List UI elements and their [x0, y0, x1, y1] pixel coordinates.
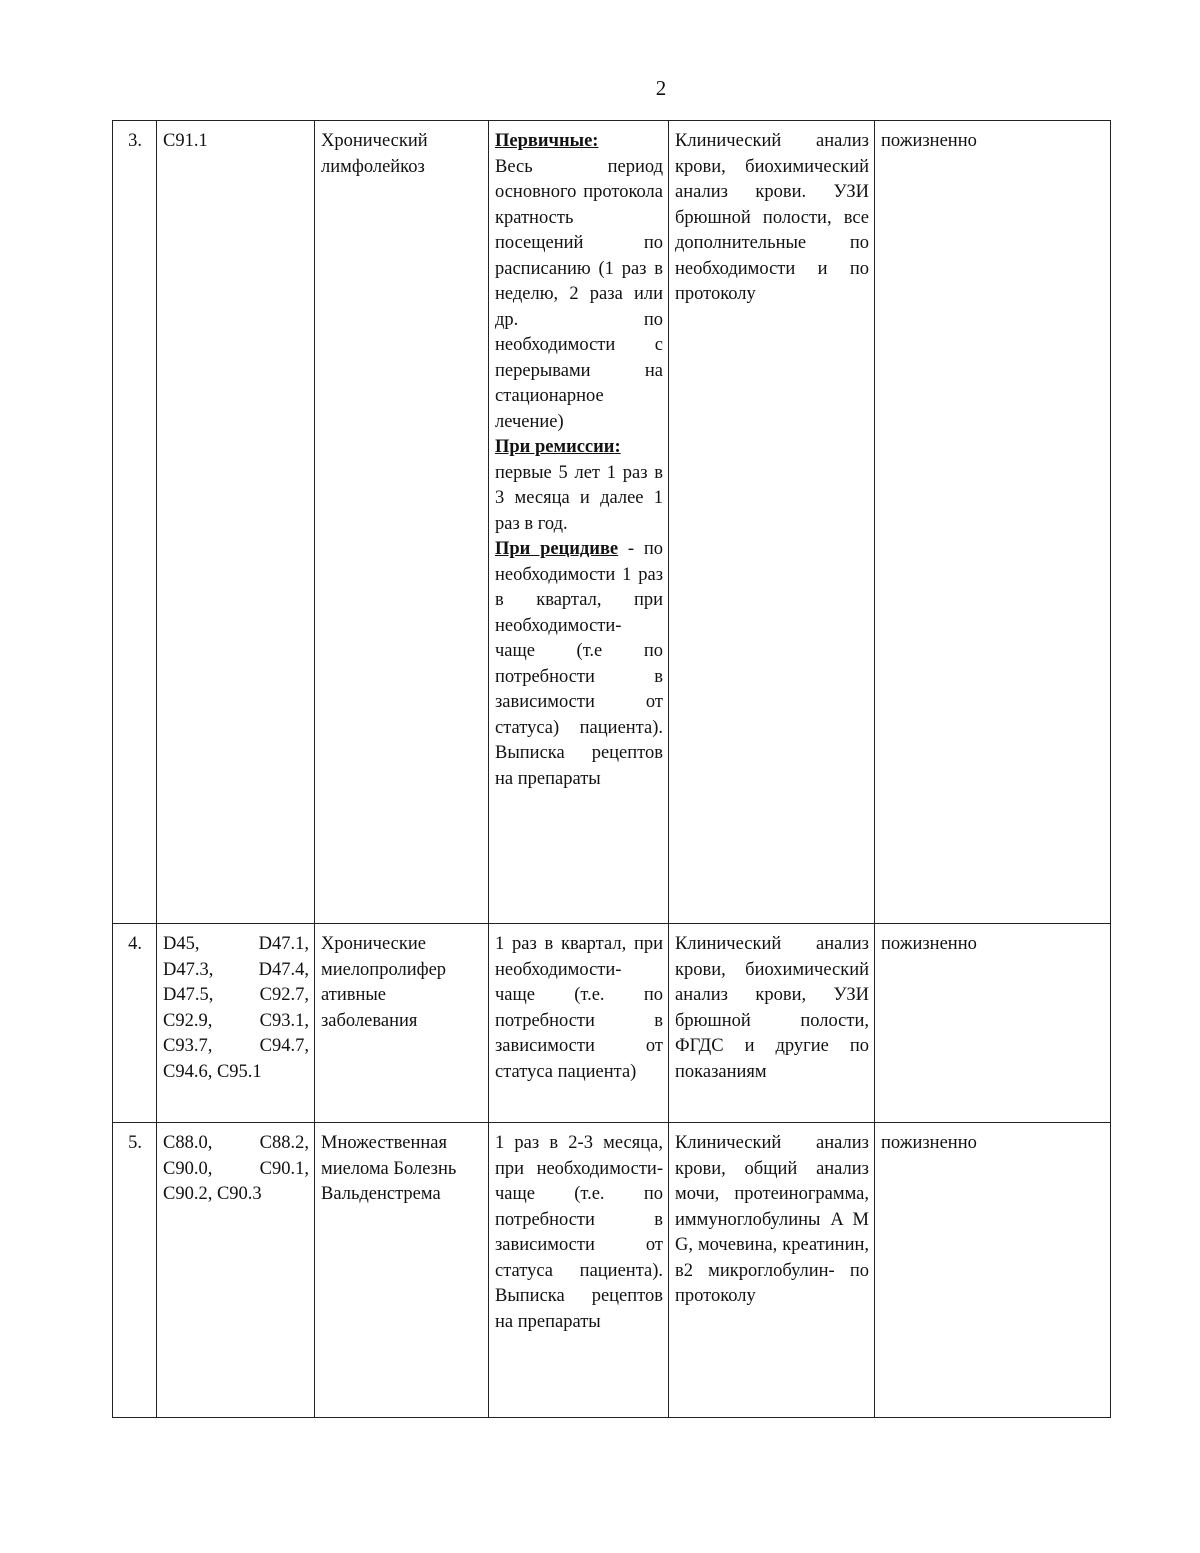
relapse-text: - по необходимости 1 раз в квартал, при необходимости- чаще (т.е по потребности в зависимости от статуса) пациента). Выписка рецептов на препараты [495, 539, 663, 789]
diagnosis-cell: Хронический лимфолейкоз [315, 121, 489, 924]
diagnosis-cell: Хронические миелопролифер ативные заболевания [315, 924, 489, 1123]
table-row [113, 924, 1111, 1123]
duration-cell: пожизненно [875, 121, 1111, 924]
investigations-cell: Клинический анализ крови, биохимический анализ крови, УЗИ брюшной полости, ФГДС и другие по показаниям [669, 924, 875, 1123]
icd-codes-cell: C88.0, C88.2, C90.0, C90.1, C90.2, C90.3 [157, 1123, 315, 1418]
remission-text: первые 5 лет 1 раз в 3 месяца и далее 1 раз в год. [495, 462, 663, 534]
visit-frequency-cell [489, 121, 669, 924]
diagnosis-cell: Множественная миелома Болезнь Вальденстрема [315, 1123, 489, 1418]
investigations-cell: Клинический анализ крови, биохимический анализ крови. УЗИ брюшной полости, все дополнительные по необходимости и по протоколу [669, 121, 875, 924]
visit-frequency-cell: 1 раз в 2-3 месяца, при необходимости- чаще (т.е. по потребности в зависимости от статуса пациента). Выписка рецептов на препараты [489, 1123, 669, 1418]
table-row [113, 1123, 1111, 1418]
investigations-cell: Клинический анализ крови, общий анализ мочи, протеинограмма, иммуноглобулины A M G, мочевина, креатинин, в2 микроглобулин- по протоколу [669, 1123, 875, 1418]
duration-cell: пожизненно [875, 1123, 1111, 1418]
row-number: 3. [113, 121, 157, 924]
row-number: 5. [113, 1123, 157, 1418]
primary-text: Весь период основного протокола кратность посещений по расписанию (1 раз в неделю, 2 раза или др. по необходимости с перерывами на стационарное лечение) [495, 156, 663, 432]
row-number: 4. [113, 924, 157, 1123]
icd-codes-cell: D45, D47.1, D47.3, D47.4, D47.5, C92.7, C92.9, C93.1, C93.7, C94.7, C94.6, C95.1 [157, 924, 315, 1123]
icd-codes-cell: C91.1 [157, 121, 315, 924]
remission-label: При ремиссии: [495, 437, 621, 457]
table-row [113, 121, 1111, 924]
visit-frequency-cell: 1 раз в квартал, при необходимости- чаще (т.е. по потребности в зависимости от статуса пациента) [489, 924, 669, 1123]
page-number: 2 [655, 76, 667, 100]
dispensary-table [112, 120, 1111, 1418]
duration-cell: пожизненно [875, 924, 1111, 1123]
primary-label: Первичные: [495, 131, 599, 151]
relapse-label: При рецидиве [495, 539, 619, 559]
